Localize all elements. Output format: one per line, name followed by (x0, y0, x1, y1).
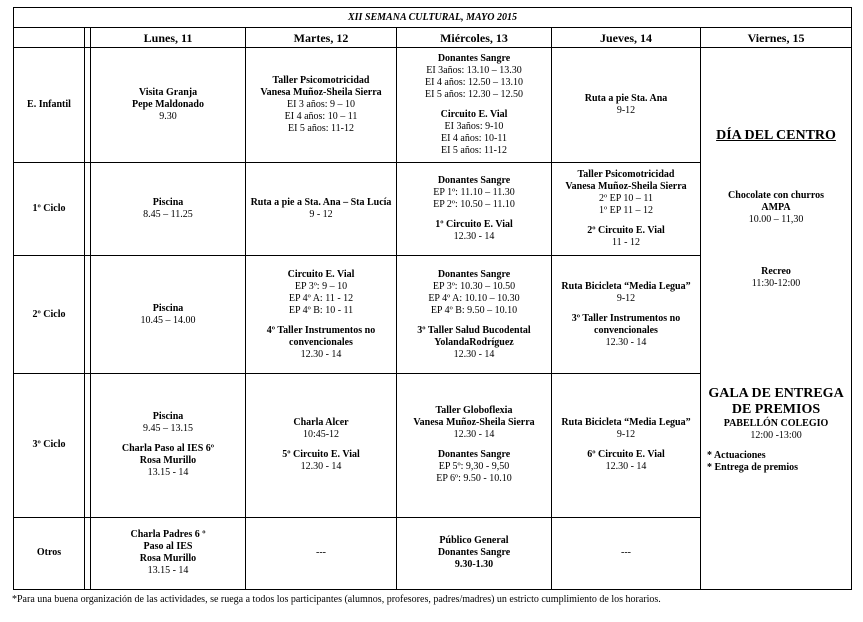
empty-marker: --- (621, 547, 631, 559)
day-header-lunes: Lunes, 11 (91, 28, 246, 48)
activity-title: 4º Taller Instrumentos no convencionales (266, 324, 376, 348)
activity-title: 3º Taller Instrumentos no convencionales (571, 312, 681, 336)
activity-title: Ruta a pie a Sta. Ana – Sta Lucía (250, 197, 392, 209)
activity-time: 2º EP 10 – 11 (598, 193, 654, 205)
activity-title: Charla Alcer (293, 417, 349, 429)
activity-person: Rosa Murillo (139, 553, 197, 565)
activity-title: Ruta a pie Sta. Ana (584, 93, 668, 105)
activity-time: 11 - 12 (612, 237, 640, 249)
activity-time: 9-12 (616, 292, 636, 304)
activity-person: Vanesa Muñoz-Sheila Sierra (565, 181, 687, 193)
row-label: 3º Ciclo (14, 373, 85, 517)
cell-lunes (91, 256, 246, 373)
activity-person: Vanesa Muñoz-Sheila Sierra (413, 417, 535, 429)
activity-time: 9.45 – 13.15 (143, 423, 193, 435)
activity-title: 3º Taller Salud Bucodental (417, 324, 531, 336)
activity-time: EP 5º: 9,30 - 9,50 (438, 461, 510, 473)
cell-miercoles (397, 256, 552, 373)
cell-miercoles (397, 373, 552, 517)
activity-time: 1º EP 11 – 12 (598, 205, 654, 217)
row-label: Otros (14, 517, 85, 589)
gala-item: * Entrega de premios (707, 462, 799, 474)
cell-lunes (91, 373, 246, 517)
corner-cell (14, 28, 85, 48)
activity-title: Chocolate con churros (728, 190, 824, 202)
cell-lunes (91, 48, 246, 163)
activity-time: 12.30 - 14 (453, 231, 495, 243)
activity-time: EP 4º A: 11 - 12 (288, 292, 354, 304)
activity-time: EI 5 años: 11-12 (287, 123, 354, 135)
cell-lunes (91, 163, 246, 256)
activity-time: EI 3años: 9-10 (444, 121, 504, 133)
activity-time: EI 3años: 13.10 – 13.30 (426, 65, 522, 77)
activity-title: Público General (439, 535, 509, 547)
activity-time: 10.45 – 14.00 (140, 314, 196, 326)
activity-time: 10:45-12 (302, 429, 340, 441)
activity-person: Vanesa Muñoz-Sheila Sierra (260, 87, 382, 99)
cell-jueves (552, 517, 701, 589)
activity-time: EP 4º B: 10 - 11 (288, 304, 354, 316)
footnote: *Para una buena organización de las actividades, se ruega a todos los participantes (alumnos, profesores, padres/madres) un estricto cumplimiento de los horarios. (12, 594, 661, 605)
activity-title: Charla Padres 6 º (130, 529, 206, 541)
activity-time: 12.30 - 14 (300, 461, 342, 473)
activity-time: 12:00 -13:00 (750, 430, 802, 442)
cell-martes (246, 163, 397, 256)
activity-title: Paso al IES (143, 541, 193, 553)
activity-person: Pepe Maldonado (132, 99, 204, 111)
activity-time: EP 3º: 10.30 – 10.50 (432, 280, 516, 292)
day-header-viernes: Viernes, 15 (701, 28, 852, 48)
activity-time: 9.30 (159, 111, 177, 123)
activity-time: 12.30 - 14 (605, 336, 647, 348)
activity-time: EI 4 años: 12.50 – 13.10 (424, 77, 524, 89)
row-label: E. Infantil (14, 48, 85, 163)
activity-title: Ruta Bicicleta “Media Legua” (561, 417, 691, 429)
activity-person: Rosa Murillo (139, 455, 197, 467)
activity-title: Taller Psicomotricidad (272, 75, 370, 87)
activity-time: EI 4 años: 10-11 (440, 133, 507, 145)
cell-martes (246, 517, 397, 589)
row-label: 2º Ciclo (14, 256, 85, 373)
activity-time: 8.45 – 11.25 (143, 209, 193, 221)
activity-time: EP 1º: 11.10 – 11.30 (433, 187, 515, 199)
activity-title: Recreo (761, 266, 791, 278)
gala-item: * Actuaciones (707, 450, 766, 462)
activity-time: EI 3 años: 9 – 10 (286, 99, 356, 111)
activity-time: EP 3º: 9 – 10 (294, 280, 348, 292)
day-header-row (14, 28, 852, 48)
activity-title: Piscina (152, 411, 184, 423)
day-header-martes: Martes, 12 (246, 28, 397, 48)
cell-martes (246, 373, 397, 517)
cell-jueves (552, 373, 701, 517)
activity-title: Donantes Sangre (437, 547, 511, 559)
activity-title: Circuito E. Vial (440, 109, 508, 121)
activity-title: Donantes Sangre (437, 53, 511, 65)
activity-title: Donantes Sangre (437, 268, 511, 280)
cell-jueves (552, 256, 701, 373)
activity-time: EI 5 años: 12.30 – 12.50 (424, 89, 524, 101)
gala-heading: GALA DE ENTREGA DE PREMIOS (708, 386, 844, 418)
activity-time: 10.00 – 11,30 (748, 214, 804, 226)
cell-miercoles (397, 48, 552, 163)
activity-title: Taller Psicomotricidad (577, 169, 675, 181)
activity-time: 12.30 - 14 (453, 429, 495, 441)
cell-jueves (552, 163, 701, 256)
cell-miercoles (397, 163, 552, 256)
activity-title: Ruta Bicicleta “Media Legua” (561, 280, 691, 292)
cell-viernes (701, 48, 852, 590)
cell-miercoles (397, 517, 552, 589)
dia-del-centro-heading: DÍA DEL CENTRO (716, 128, 836, 144)
day-header-miercoles: Miércoles, 13 (397, 28, 552, 48)
activity-time: 9.30-1.30 (454, 559, 494, 571)
schedule-table (13, 7, 852, 590)
empty-marker: --- (316, 547, 326, 559)
activity-title: 1º Circuito E. Vial (435, 219, 513, 231)
activity-time: 12.30 - 14 (453, 348, 495, 360)
activity-time: EP 4º B: 9.50 – 10.10 (430, 304, 518, 316)
activity-title: Donantes Sangre (437, 175, 511, 187)
activity-title: Donantes Sangre (437, 449, 511, 461)
activity-title: 5º Circuito E. Vial (282, 449, 360, 461)
activity-title: Visita Granja (138, 87, 198, 99)
cell-lunes (91, 517, 246, 589)
cell-martes (246, 256, 397, 373)
cell-martes (246, 48, 397, 163)
activity-title: Circuito E. Vial (287, 268, 355, 280)
activity-title: Charla Paso al IES 6º (121, 443, 215, 455)
cell-jueves (552, 48, 701, 163)
activity-time: 13.15 - 14 (147, 565, 189, 577)
activity-time: 12.30 - 14 (300, 348, 342, 360)
activity-title: 2º Circuito E. Vial (587, 225, 665, 237)
activity-time: EP 4º A: 10.10 – 10.30 (428, 292, 520, 304)
activity-time: 12.30 - 14 (605, 461, 647, 473)
activity-title: Taller Globoflexia (435, 405, 513, 417)
page-title: XII SEMANA CULTURAL, MAYO 2015 (14, 8, 852, 28)
activity-time: 9-12 (616, 105, 636, 117)
activity-time: 11:30-12:00 (751, 278, 801, 290)
activity-title: Piscina (152, 302, 184, 314)
activity-time: 9 - 12 (309, 209, 333, 221)
row-e-infantil (14, 48, 852, 163)
row-label: 1º Ciclo (14, 163, 85, 256)
day-header-jueves: Jueves, 14 (552, 28, 701, 48)
activity-person: YolandaRodríguez (434, 336, 514, 348)
activity-time: EI 5 años: 11-12 (440, 145, 507, 157)
activity-person: AMPA (761, 202, 791, 214)
activity-time: 13.15 - 14 (147, 467, 189, 479)
activity-place: PABELLÓN COLEGIO (723, 418, 829, 430)
activity-time: EP 6º: 9.50 - 10.10 (436, 473, 512, 485)
activity-title: Piscina (152, 197, 184, 209)
activity-time: 9-12 (616, 429, 636, 441)
activity-time: EP 2º: 10.50 – 11.10 (433, 199, 515, 211)
activity-title: 6º Circuito E. Vial (587, 449, 665, 461)
activity-time: EI 4 años: 10 – 11 (284, 111, 358, 123)
